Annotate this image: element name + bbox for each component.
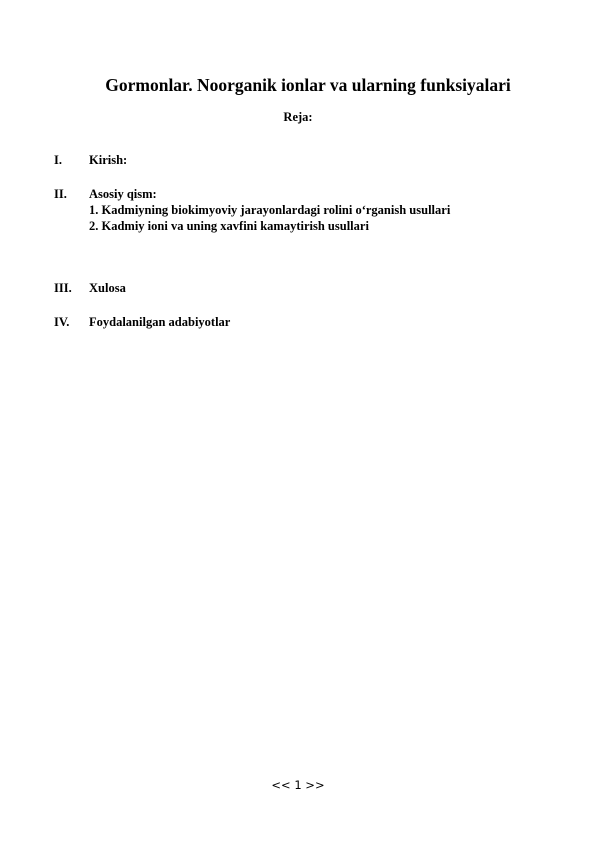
outline-numeral: III.	[54, 281, 72, 295]
outline-numeral: I.	[54, 153, 62, 167]
outline-text: Asosiy qism:	[89, 187, 157, 201]
plan-heading: Reja:	[283, 110, 313, 124]
page-title: Gormonlar. Noorganik ionlar va ularning funksiyalari	[105, 75, 511, 95]
outline-numeral: IV.	[54, 315, 70, 329]
outline-text: Foydalanilgan adabiyotlar	[89, 315, 231, 329]
outline-subitem: 1. Kadmiyning biokimyoviy jarayonlardagi rolini o‘rganish usullari	[89, 203, 451, 217]
outline-text: Kirish:	[89, 153, 128, 167]
page-number: << 1 >>	[271, 778, 325, 792]
outline-text: Xulosa	[89, 281, 126, 295]
outline-subitem: 2. Kadmiy ioni va uning xavfini kamaytirish usullari	[89, 219, 369, 233]
outline-numeral: II.	[54, 187, 67, 201]
